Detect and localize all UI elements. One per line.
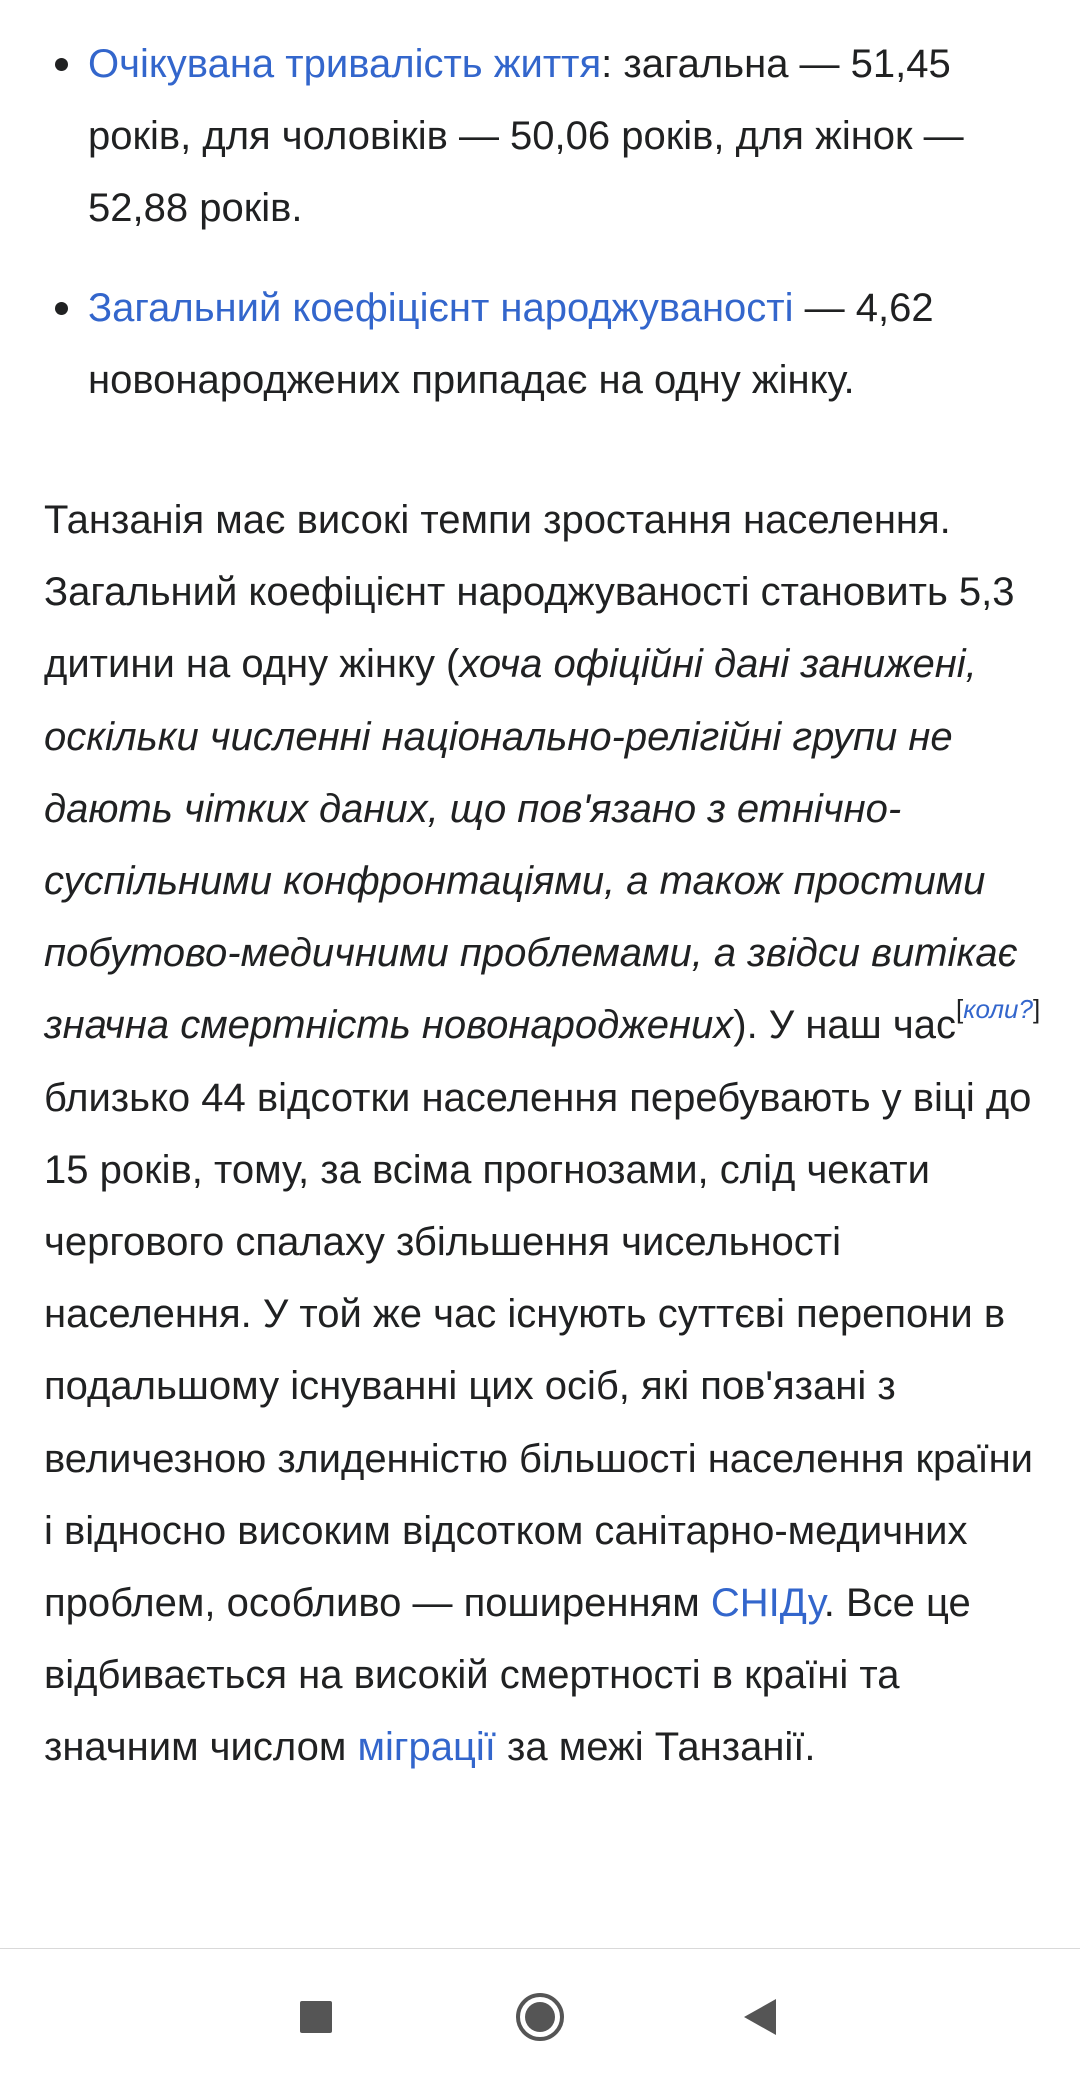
life-expectancy-text: : загальна — 51,45 років, для чоловіків — 50,06 років, для жінок — 52,88 років. [88,42,964,230]
system-navigation-bar [0,1948,1080,2079]
aids-link[interactable]: СНІДу [710,1581,824,1626]
paragraph-text-5: за межі Танзанії. [495,1725,816,1770]
population-paragraph [44,484,1044,1784]
life-expectancy-link[interactable]: Очікувана тривалість життя [88,42,602,86]
note-close-bracket: ] [1032,994,1041,1025]
paragraph-text-4: . Все це відбивається на високій смертності в країні та значним числом [44,1581,971,1770]
home-icon [514,1991,566,2043]
home-button[interactable] [500,1977,580,2057]
back-icon [742,1997,778,2037]
fertility-rate-link[interactable]: Загальний коефіцієнт народжуваності [88,286,794,330]
list-item-life-expectancy [0,28,1080,244]
list-item-fertility-rate [0,272,1080,416]
bullet-dot [55,58,68,71]
recent-apps-icon [299,2000,333,2034]
back-button[interactable] [720,1977,800,2057]
note-open-bracket: [ [955,994,964,1025]
citation-needed-note [956,994,1040,1024]
migration-link[interactable]: міграції [357,1725,496,1770]
paragraph-text-1: Танзанія має високі темпи зростання населення. Загальний коефіцієнт народжуваності становить 5,3 дитини на одну жінку ( [44,498,1015,687]
when-citation-link[interactable]: коли? [963,994,1033,1025]
paragraph-text-3: близько 44 відсотки населення перебувають у віці до 15 років, тому, за всіма прогнозами, слід чекати чергового спалаху збільшення чисельності населення. У той же час існують суттєві перепони в подальшому існуванні цих осіб, які пов'язані з величезною злиденністю більшості населення країни і відносно високим відсотком санітарно-медичних проблем, особливо — поширенням [44,1075,1034,1626]
bullet-dot [55,302,68,315]
fertility-rate-text: — 4,62 новонароджених припадає на одну жінку. [88,286,934,402]
statistics-list [0,28,1080,444]
recent-apps-button[interactable] [276,1977,356,2057]
paragraph-italic-note: хоча офіційні дані занижені, оскільки численні національно-релігійні групи не дають чітких даних, що пов'язано з етнічно-суспільними конфронтаціями, а також простими побутово-медичними проблемами, а звідси витікає значна смертність новонароджених [44,642,1018,1048]
paragraph-text-2: ). У наш час [733,1003,956,1048]
